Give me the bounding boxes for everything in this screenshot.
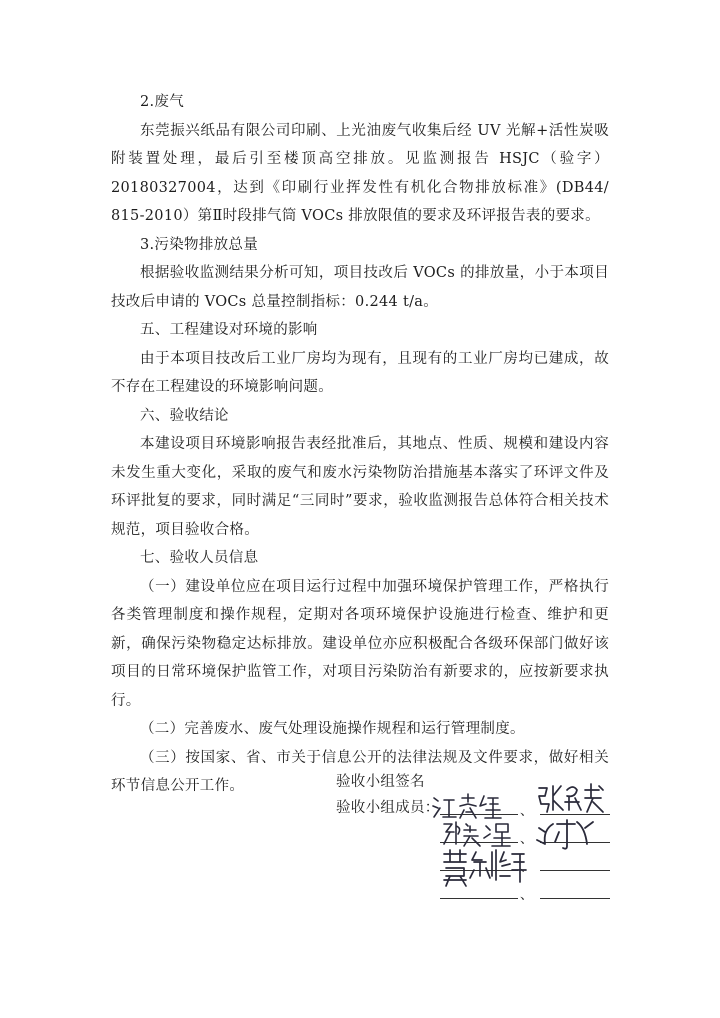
section-2-title: 2.废气 — [140, 94, 185, 110]
handwritten-signature-3 — [440, 818, 530, 848]
section-7-item-3: （三）按国家、省、市关于信息公开的法律法规及文件要求，做好相关环节信息公开工作。 — [111, 749, 609, 794]
signature-line — [540, 898, 610, 899]
section-7-title: 七、验收人员信息 — [140, 550, 259, 566]
signature-line — [540, 870, 610, 871]
handwritten-signature-2 — [535, 780, 615, 816]
separator: 、 — [520, 804, 534, 819]
section-7-item-1: （一）建设单位应在项目运行过程中加强环境保护管理工作，严格执行各类管理制度和操作规程，定期对各项环境保护设施进行检查、维护和更新，确保污染物稳定达标排放。建设单位亦应积极配合各级环保部门做好该项目的日常环境保护监管工作，对项目污染防治有新要求的，应按新要求执行。 — [111, 578, 609, 709]
section-6-paragraph: 本建设项目环境影响报告表经批准后，其地点、性质、规模和建设内容未发生重大变化，采取的废气和废水污染物防治措施基本落实了环评文件及环评批复的要求，同时满足“三同时”要求，验收监测报告总体符合相关技术规范，项目验收合格。 — [111, 436, 609, 538]
separator: 、 — [520, 860, 534, 875]
handwritten-signature-1 — [430, 790, 520, 820]
signature-line — [440, 898, 518, 899]
section-3-paragraph: 根据验收监测结果分析可知，项目技改后 VOCs 的排放量，小于本项目技改后申请的 VOCs 总量控制指标：0.244 t/a。 — [111, 265, 609, 310]
separator: 、 — [520, 888, 534, 903]
signature-title: 验收小组签名 — [336, 774, 425, 790]
handwritten-signature-4 — [535, 816, 605, 850]
section-7-item-2: （二）完善废水、废气处理设施操作规程和运行管理制度。 — [140, 721, 525, 737]
section-6-title: 六、验收结论 — [140, 407, 229, 424]
section-2-paragraph: 东莞振兴纸品有限公司印刷、上光油废气收集后经 UV 光解+活性炭吸附装置处理，最后引至楼顶高空排放。见监测报告 HSJC（验字）20180327004，达到《印刷行业挥发性有机化合物排放标准》(DB44/ 815-2010）第Ⅱ时段排气筒 VOCs 排放限值的要求及环评报告表的要求。 — [111, 122, 609, 224]
members-label: 验收小组成员： — [336, 800, 440, 816]
section-3-title: 3.污染物排放总量 — [140, 236, 259, 253]
section-5-paragraph: 由于本项目技改后工业厂房均为现有，且现有的工业厂房均已建成，故不存在工程建设的环境影响问题。 — [111, 350, 609, 395]
handwritten-signature-5 — [440, 846, 530, 890]
section-5-title: 五、工程建设对环境的影响 — [140, 322, 318, 338]
separator: 、 — [520, 832, 534, 847]
